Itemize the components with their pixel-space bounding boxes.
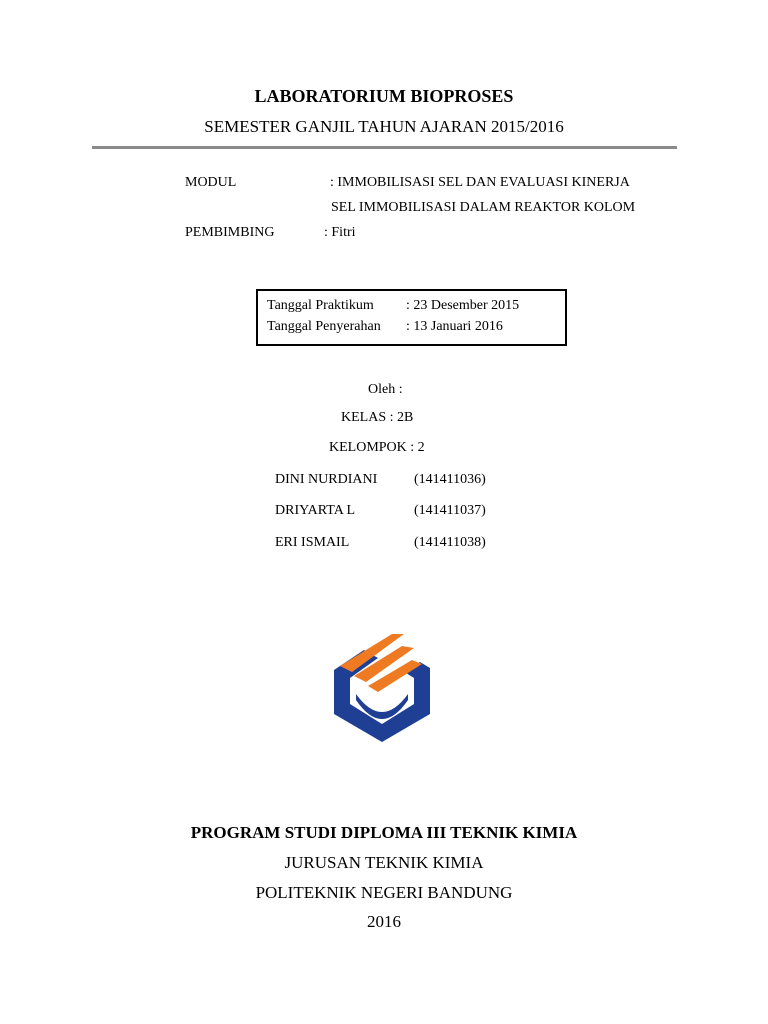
praktikum-label: Tanggal Praktikum (267, 298, 374, 313)
pembimbing-value: : Fitri (324, 225, 356, 240)
pembimbing-label: PEMBIMBING (185, 225, 275, 240)
member-id: (141411036) (414, 472, 486, 487)
modul-value-line2: SEL IMMOBILISASI DALAM REAKTOR KOLOM (331, 200, 636, 215)
jurusan-line: JURUSAN TEKNIK KIMIA (284, 853, 484, 872)
semester-line: SEMESTER GANJIL TAHUN AJARAN 2015/2016 (204, 117, 564, 136)
politeknik-line: POLITEKNIK NEGERI BANDUNG (255, 883, 513, 902)
year-line: 2016 (367, 912, 401, 931)
polban-logo-icon (320, 618, 444, 758)
lab-title: LABORATORIUM BIOPROSES (254, 86, 514, 106)
member-name: ERI ISMAIL (275, 535, 350, 550)
header-divider (92, 146, 677, 149)
kelompok-label: KELOMPOK : 2 (329, 440, 425, 455)
praktikum-value: : 23 Desember 2015 (406, 298, 520, 313)
program-title: PROGRAM STUDI DIPLOMA III TEKNIK KIMIA (190, 823, 578, 842)
penyerahan-value: : 13 Januari 2016 (406, 319, 503, 334)
member-id: (141411037) (414, 503, 486, 518)
member-name: DINI NURDIANI (275, 472, 378, 487)
modul-label: MODUL (185, 175, 237, 190)
oleh-label: Oleh : (368, 382, 403, 397)
member-id: (141411038) (414, 535, 486, 550)
dates-box (256, 289, 567, 346)
member-name: DRIYARTA L (275, 503, 356, 518)
kelas-label: KELAS : 2B (341, 410, 414, 425)
modul-value-line1: : IMMOBILISASI SEL DAN EVALUASI KINERJA (330, 175, 630, 190)
penyerahan-label: Tanggal Penyerahan (267, 319, 381, 334)
